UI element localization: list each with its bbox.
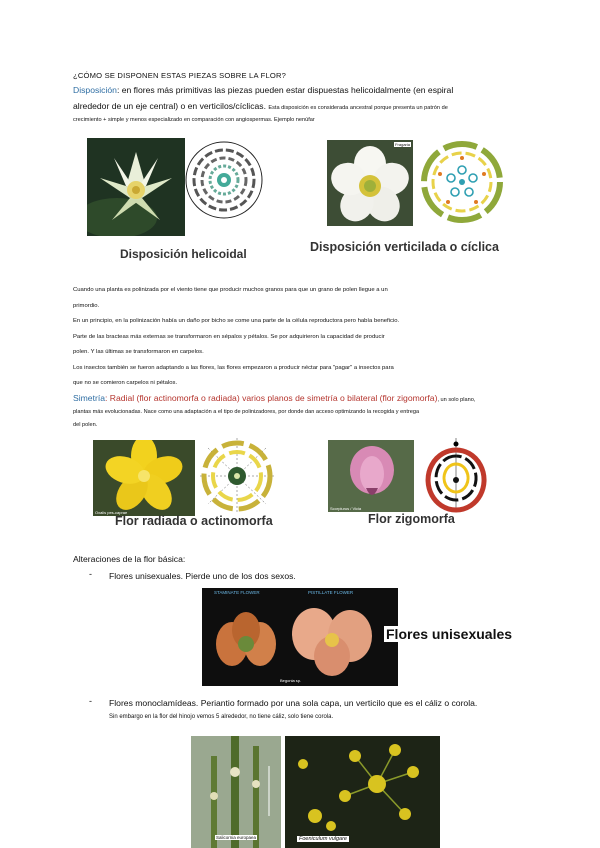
radial-diagram: [196, 436, 278, 516]
disposicion-line2: alrededor de un eje central) o en verticilos/cíclicas.: [73, 101, 266, 111]
simetria-colored: : Radial (flor actinomorfa o radiada) varios planos de simetría o bilateral (flor zigomorfa): [105, 393, 438, 403]
begonia-label: Begonia sp.: [280, 678, 302, 683]
p1b: primordio.: [73, 302, 100, 309]
pollination-paragraph: [73, 283, 525, 392]
caption-unisexuales: Flores unisexuales: [386, 626, 513, 642]
simetria-line2: plantas más evolucionadas. Nace como una adaptación a el tipo de polinizadores, por donde dan acceso optimizando la recogida y entrega: [73, 409, 420, 415]
disposicion-line3: crecimiento + simple y menos especializado en comparación con angiospermas. Ejemplo nenúfar: [73, 117, 315, 123]
p2: En un principio, en la polinización había un daño por bicho se come una parte de la célula reproductora pero había beneficio.: [73, 318, 400, 324]
radial-photo-label: Oxalis pes-caprae: [95, 510, 128, 515]
alteraciones-heading: Alteraciones de la flor básica:: [73, 554, 186, 564]
section-heading: ¿CÓMO SE DISPONEN ESTAS PIEZAS SOBRE LA FLOR?: [73, 71, 287, 80]
zygomorphic-diagram: [420, 436, 492, 514]
caption-ciclica: Disposición verticilada o cíclica: [310, 240, 499, 254]
strawberry-flower-photo: [327, 140, 413, 226]
photo-label: Fragaria: [395, 142, 410, 147]
staminate-label: STAMINATE FLOWER: [214, 590, 260, 595]
p3b: polen. Y las últimas se transformaron en carpelos.: [73, 349, 204, 355]
disposicion-paragraph: [73, 83, 525, 98]
caption-radiada: Flor radiada o actinomorfa: [115, 514, 273, 528]
water-lily-photo: [87, 138, 185, 236]
disposicion-line2-small: Esta disposición es considerada ancestral porque presenta un patrón de: [268, 105, 448, 111]
simetria-line1: [73, 391, 533, 406]
salicornia-photo: [191, 736, 281, 848]
caption-helicoidal: Disposición helicoidal: [120, 247, 247, 261]
salicornia-label: Salicornia europaea: [216, 835, 257, 840]
bullet-monoclamideas-note: Sin embargo en la flor del hinojo vemos 5 alrededor, no tiene cáliz, solo tiene corola.: [109, 714, 334, 720]
p4a: Los insectos también se fueron adaptando a las flores, las flores empezaron a producir néctar para "pagar" a insectos para: [73, 364, 394, 371]
radial-flower-photo: [93, 440, 195, 516]
cyclic-diagram: [416, 140, 508, 224]
pistillate-label: PISTILLATE FLOWER: [308, 590, 354, 595]
bullet-unisexuales: Flores unisexuales. Pierde uno de los dos sexos.: [109, 571, 296, 581]
bullet-monoclamideas: Flores monoclamídeas. Periantio formado por una sola capa, un verticilo que es el cáliz o corola.: [109, 698, 478, 708]
bullet-mark-2: -: [89, 696, 92, 706]
disposicion-line2-wrap: [73, 99, 533, 114]
zygo-photo-label: Scorpiurus / Vicia: [330, 506, 362, 511]
foeniculum-photo: [285, 736, 440, 848]
simetria-term: Simetría: [73, 393, 105, 403]
caption-zigomorfa: Flor zigomorfa: [368, 512, 455, 526]
foeniculum-label: Foeniculum vulgare: [299, 836, 347, 842]
p4b: que no se comieron carpelos ni pétalos.: [73, 380, 178, 386]
helical-diagram: [184, 138, 264, 222]
disposicion-term: Disposición: [73, 85, 117, 95]
p1a: Cuando una planta es polinizada por el viento tiene que producir muchos granos para que un grano de polen llegue a un: [73, 287, 388, 293]
disposicion-line1: : en flores más primitivas las piezas pueden estar dispuestas helicoidalmente (en espiral: [116, 85, 454, 95]
p3a: Parte de las bracteas más externas se transformaron en sépalos y pétalos. Se por adquirieron la capacidad de producir: [73, 333, 385, 340]
bullet-mark-1: -: [89, 569, 92, 579]
simetria-line3: del polen.: [73, 422, 98, 428]
zygomorphic-flower-photo: [328, 440, 414, 512]
unisexual-flowers-photo: [202, 588, 398, 686]
simetria-rest1: , un solo plano,: [437, 397, 476, 403]
